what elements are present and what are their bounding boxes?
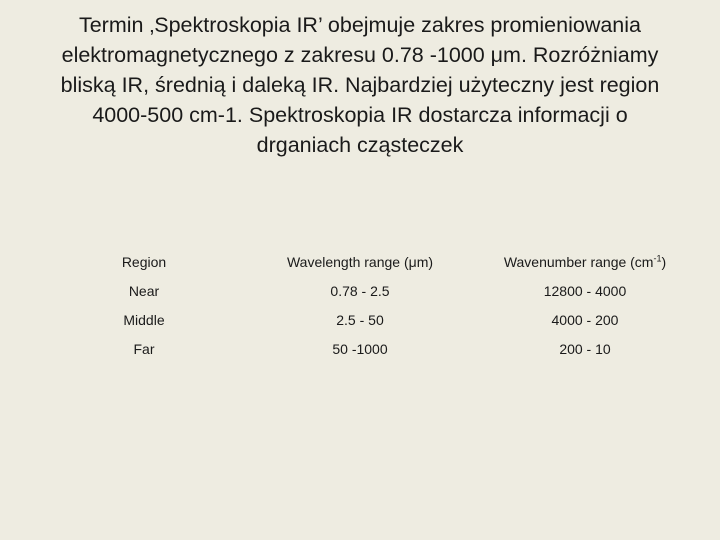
header-region: Region	[121, 254, 167, 270]
table-header-row	[90, 248, 690, 277]
header-wavenumber	[470, 248, 700, 277]
cell-region: Far	[133, 341, 155, 357]
header-wavenumber-prefix: Wavenumber range (cm	[503, 254, 654, 270]
cell-region: Near	[128, 283, 160, 299]
slide-title	[20, 10, 700, 160]
table-row	[90, 277, 690, 306]
title-line: 4000-500 cm-1. Spektroskopia IR dostarcza informacji o	[92, 103, 628, 127]
header-wavenumber-sup: -1	[653, 253, 662, 264]
header-wavelength: Wavelength range (μm)	[286, 254, 434, 270]
table-row	[90, 335, 690, 364]
cell-region: Middle	[123, 312, 165, 328]
cell-wavenumber: 4000 - 200	[551, 312, 619, 328]
title-line: elektromagnetycznego z zakresu 0.78 -1000 μm. Rozróżniamy	[61, 43, 659, 67]
title-line: bliską IR, średnią i daleką IR. Najbardziej użyteczny jest region	[60, 73, 660, 97]
cell-wavenumber: 200 - 10	[559, 341, 611, 357]
table-row	[90, 306, 690, 335]
header-wavenumber-suffix: )	[661, 254, 667, 270]
title-line: drganiach cząsteczek	[256, 133, 464, 157]
cell-wavelength: 0.78 - 2.5	[330, 283, 390, 299]
title-line: Termin ‚Spektroskopia IR’ obejmuje zakres promieniowania	[78, 13, 642, 37]
ir-regions-table	[90, 248, 690, 364]
cell-wavelength: 2.5 - 50	[336, 312, 384, 328]
cell-wavenumber: 12800 - 4000	[543, 283, 627, 299]
cell-wavelength: 50 -1000	[332, 341, 388, 357]
